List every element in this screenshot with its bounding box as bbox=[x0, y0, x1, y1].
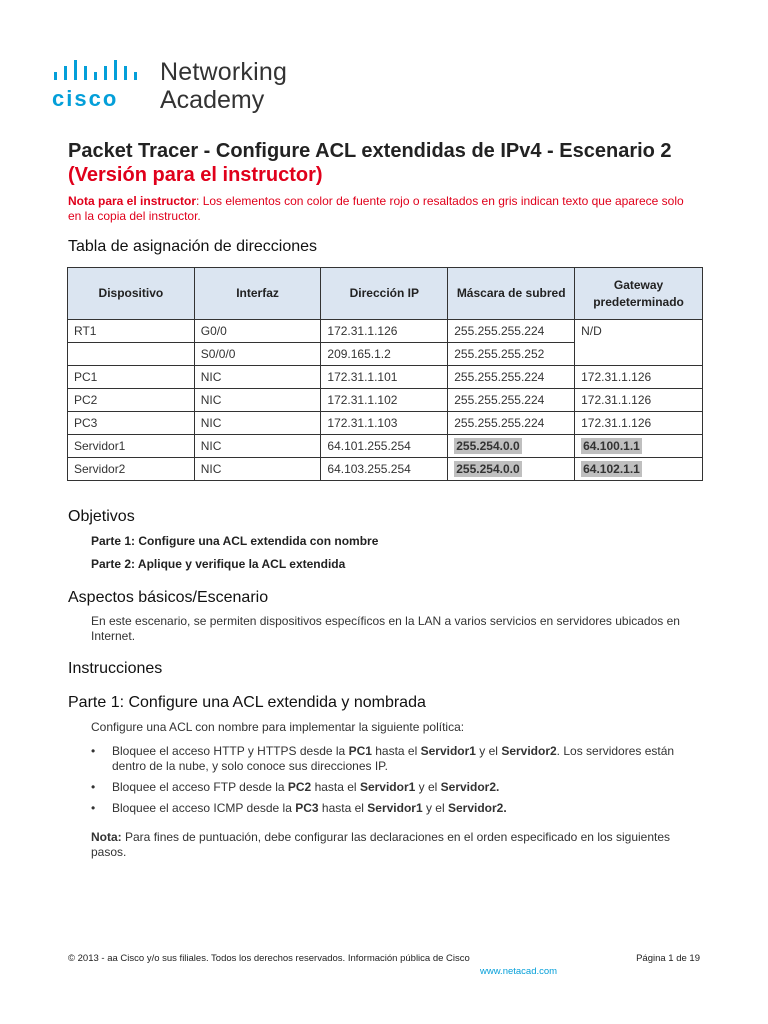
background-heading: Aspectos básicos/Escenario bbox=[68, 589, 269, 606]
objective-part-1: Parte 1: Configure una ACL extendida con nombre bbox=[91, 534, 379, 548]
col-header-interface: Interfaz bbox=[194, 268, 321, 320]
cell-interface: NIC bbox=[194, 435, 321, 458]
bullet-text: hasta el bbox=[318, 801, 368, 815]
part1-intro: Configure una ACL con nombre para implementar la siguiente política: bbox=[91, 720, 465, 734]
table-row bbox=[68, 435, 703, 458]
cell-ip: 172.31.1.101 bbox=[321, 366, 448, 389]
bullet-text: Bloquee el acceso FTP desde la bbox=[112, 780, 288, 794]
bullet-bold: Servidor1 bbox=[367, 801, 423, 815]
bullet-text: y el bbox=[475, 744, 502, 758]
bullet-text: . Los servidores están dentro de la nube, y solo conoce sus direcciones IP. bbox=[112, 744, 675, 773]
cell-ip: 172.31.1.103 bbox=[321, 412, 448, 435]
brand-networking: Networking bbox=[160, 58, 288, 86]
col-header-gateway: Gateway predeterminado bbox=[575, 268, 703, 320]
cell-gateway: 172.31.1.126 bbox=[575, 412, 703, 435]
instructor-note bbox=[68, 194, 698, 224]
table-row bbox=[68, 366, 703, 389]
networking-academy-logo bbox=[52, 58, 312, 118]
cell-ip: 64.103.255.254 bbox=[321, 458, 448, 481]
bullet-text: hasta el bbox=[371, 744, 421, 758]
bullet-bold: PC3 bbox=[295, 801, 319, 815]
part1-note-label: Nota: bbox=[91, 830, 122, 844]
cell-gateway: N/D bbox=[575, 320, 703, 366]
cell-interface: NIC bbox=[194, 389, 321, 412]
cell-gateway: 172.31.1.126 bbox=[575, 366, 703, 389]
bullet-text: y el bbox=[415, 780, 441, 794]
footer-copyright: © 2013 - aa Cisco y/o sus filiales. Todos los derechos reservados. Información pública de Cisco bbox=[68, 953, 470, 964]
cell-ip: 64.101.255.254 bbox=[321, 435, 448, 458]
document-subtitle: (Versión para el instructor) bbox=[68, 164, 323, 186]
cell-device: PC1 bbox=[68, 366, 195, 389]
table-row bbox=[68, 320, 703, 343]
cell-mask: 255.255.255.224 bbox=[448, 366, 575, 389]
table-row bbox=[68, 412, 703, 435]
bullet-icon: • bbox=[91, 744, 96, 758]
highlighted-gateway: 64.100.1.1 bbox=[583, 439, 640, 453]
footer-url-link[interactable]: www.netacad.com bbox=[480, 966, 558, 977]
cell-ip: 172.31.1.102 bbox=[321, 389, 448, 412]
cell-interface: S0/0/0 bbox=[194, 343, 321, 366]
part1-note bbox=[91, 830, 701, 860]
cell-gateway: 172.31.1.126 bbox=[575, 389, 703, 412]
bullet-bold: PC1 bbox=[348, 744, 372, 758]
bullet-icon: • bbox=[91, 801, 96, 815]
footer-page-number: Página 1 de 19 bbox=[636, 953, 700, 964]
bullet-text: hasta el bbox=[311, 780, 360, 794]
list-item bbox=[91, 744, 701, 774]
bullet-icon: • bbox=[91, 780, 96, 794]
instructions-heading: Instrucciones bbox=[68, 660, 163, 677]
list-item bbox=[91, 801, 701, 816]
bullet-text: Bloquee el acceso HTTP y HTTPS desde la bbox=[112, 744, 349, 758]
background-text: En este escenario, se permiten dispositivos específicos en la LAN a varios servicios en servidores ubicados en Internet. bbox=[91, 614, 680, 643]
cell-interface: NIC bbox=[194, 458, 321, 481]
instructor-note-text: : Los elementos con color de fuente rojo o resaltados en gris indican texto que aparece solo en la copia del instructor. bbox=[68, 194, 684, 223]
document-title: Packet Tracer - Configure ACL extendidas de IPv4 - Escenario 2 bbox=[68, 140, 672, 162]
table-row bbox=[68, 389, 703, 412]
objective-part-2: Parte 2: Aplique y verifique la ACL extendida bbox=[91, 557, 346, 571]
address-table-heading: Tabla de asignación de direcciones bbox=[68, 238, 318, 255]
cell-gateway bbox=[575, 458, 703, 481]
bullet-bold: Servidor2. bbox=[440, 780, 500, 794]
cell-interface: NIC bbox=[194, 366, 321, 389]
cell-ip: 209.165.1.2 bbox=[321, 343, 448, 366]
bullet-bold: Servidor1 bbox=[359, 780, 416, 794]
bullet-bold: Servidor2 bbox=[501, 744, 557, 758]
part1-heading: Parte 1: Configure una ACL extendida y nombrada bbox=[68, 694, 426, 711]
cell-device: PC3 bbox=[68, 412, 195, 435]
cell-mask bbox=[448, 458, 575, 481]
cell-interface: NIC bbox=[194, 412, 321, 435]
cell-device: RT1 bbox=[68, 320, 195, 343]
cell-mask: 255.255.255.224 bbox=[448, 389, 575, 412]
cell-device: Servidor2 bbox=[68, 458, 195, 481]
cell-mask bbox=[448, 435, 575, 458]
cisco-bars-icon bbox=[52, 58, 152, 84]
part1-note-text: Para fines de puntuación, debe configurar las declaraciones en el orden especificado en los siguientes pasos. bbox=[91, 830, 671, 859]
cell-device: Servidor1 bbox=[68, 435, 195, 458]
col-header-ip: Dirección IP bbox=[321, 268, 448, 320]
brand-academy: Academy bbox=[160, 86, 265, 114]
highlighted-mask: 255.254.0.0 bbox=[456, 439, 520, 453]
cell-device: PC2 bbox=[68, 389, 195, 412]
policy-list bbox=[91, 744, 701, 822]
col-header-device: Dispositivo bbox=[68, 268, 195, 320]
highlighted-mask: 255.254.0.0 bbox=[456, 462, 520, 476]
address-table-header-row bbox=[68, 268, 703, 320]
objectives-heading: Objetivos bbox=[68, 508, 135, 525]
highlighted-gateway: 64.102.1.1 bbox=[583, 462, 640, 476]
cell-interface: G0/0 bbox=[194, 320, 321, 343]
cell-ip: 172.31.1.126 bbox=[321, 320, 448, 343]
col-header-mask: Máscara de subred bbox=[448, 268, 575, 320]
list-item bbox=[91, 780, 701, 795]
cell-gateway bbox=[575, 435, 703, 458]
cell-mask: 255.255.255.224 bbox=[448, 412, 575, 435]
cell-mask: 255.255.255.224 bbox=[448, 320, 575, 343]
cell-mask: 255.255.255.252 bbox=[448, 343, 575, 366]
instructor-note-label: Nota para el instructor bbox=[68, 194, 197, 208]
bullet-text: y el bbox=[422, 801, 448, 815]
bullet-bold: Servidor2. bbox=[447, 801, 507, 815]
cell-device bbox=[68, 343, 195, 366]
bullet-bold: Servidor1 bbox=[420, 744, 476, 758]
cisco-wordmark: cisco bbox=[52, 86, 119, 111]
bullet-text: Bloquee el acceso ICMP desde la bbox=[112, 801, 296, 815]
address-table bbox=[67, 267, 703, 481]
bullet-bold: PC2 bbox=[287, 780, 312, 794]
table-row bbox=[68, 458, 703, 481]
